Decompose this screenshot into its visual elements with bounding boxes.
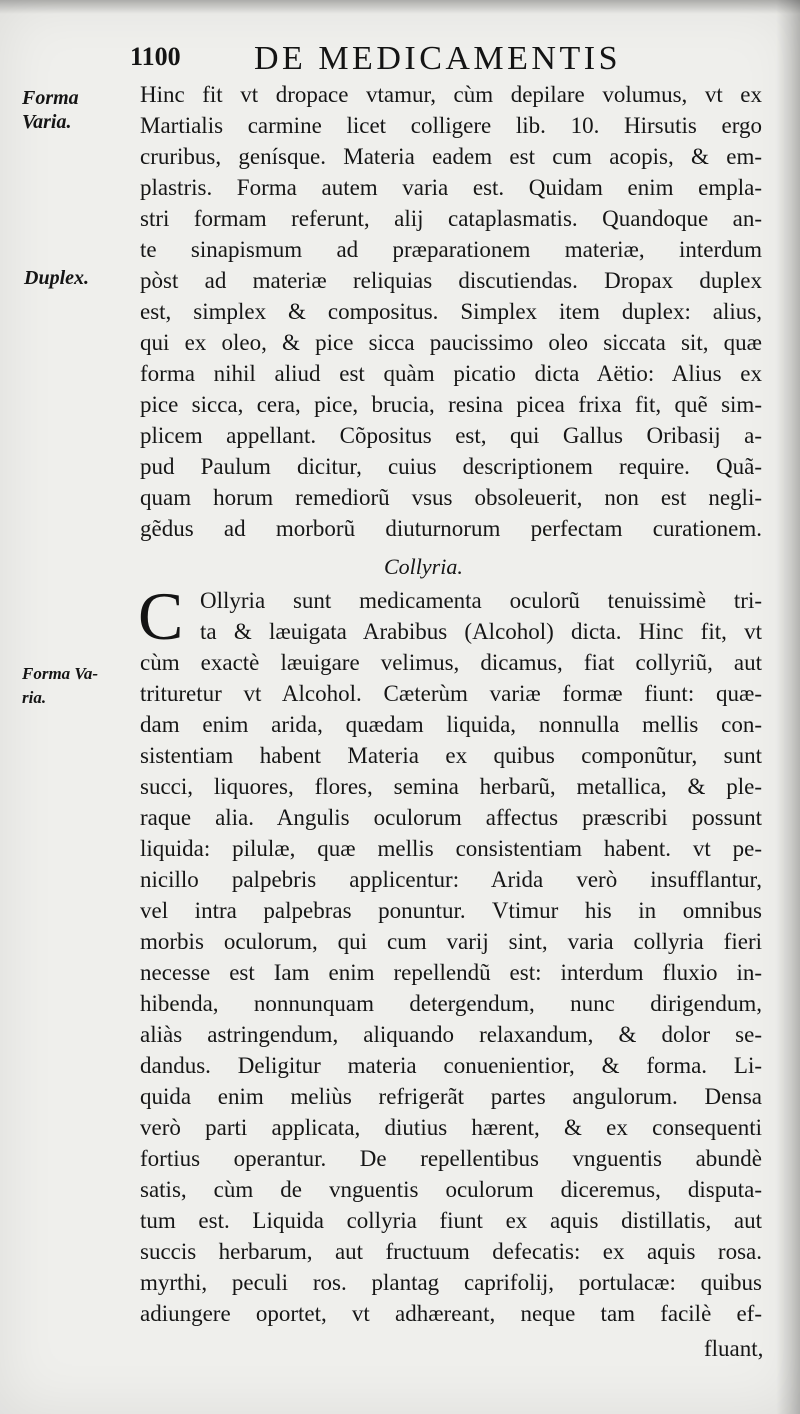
text-line: morbis oculorum, qui cum varij sint, varia collyria fieri — [140, 929, 762, 954]
text-line: plastris. Forma autem varia est. Quidam enim empla- — [140, 175, 762, 200]
text-line: dandus. Deligitur materia conuenientior, & forma. Li- — [140, 1053, 762, 1078]
text-line: forma nihil aliud est quàm picatio dicta Aëtio: Alius ex — [140, 361, 762, 386]
text-line: satis, cùm de vnguentis oculorum diceremus, disputa- — [140, 1177, 762, 1202]
text-line: necesse est Iam enim repellendũ est: interdum fluxio in- — [140, 960, 762, 985]
text-line: pòst ad materiæ reliquias discutiendas. Dropax duplex — [140, 268, 762, 293]
text-line: adiungere oportet, vt adhæreant, neque tam facilè ef- — [140, 1301, 762, 1326]
text-line: hibenda, nonnunquam detergendum, nunc dirigendum, — [140, 991, 762, 1016]
margin-note-duplex: Duplex. — [24, 267, 89, 289]
text-line: liquida: pilulæ, quæ mellis consistentiam habent. vt pe- — [140, 836, 762, 861]
text-line: vel intra palpebras ponuntur. Vtimur his in omnibus — [140, 898, 762, 923]
text-line: sistentiam habent Materia ex quibus componũtur, sunt — [140, 743, 762, 768]
text-line: Ollyria sunt medicamenta oculorũ tenuissimè tri- — [200, 588, 762, 613]
text-line: quam horum remediorũ vsus obsoleuerit, non est negli- — [140, 485, 762, 510]
text-line: tum est. Liquida collyria fiunt ex aquis distillatis, aut — [140, 1208, 762, 1233]
text-line: Hinc fit vt dropace vtamur, cùm depilare volumus, vt ex — [140, 82, 762, 107]
text-line: te sinapismum ad præparationem materiæ, interdum — [140, 237, 762, 262]
text-line: cruribus, genísque. Materia eadem est cum acopis, & em- — [140, 144, 762, 169]
running-title: DE MEDICAMENTIS — [254, 40, 621, 77]
margin-note-forma-varia-2: Forma Va- ria. — [22, 664, 99, 707]
section-heading-collyria: Collyria. — [384, 554, 463, 579]
text-line: plicem appellant. Cõpositus est, qui Gallus Oribasij a- — [140, 423, 762, 448]
text-line: quida enim meliùs refrigerãt partes angulorum. Densa — [140, 1084, 762, 1109]
text-line-catchword: fluant, — [704, 1336, 764, 1361]
text-line: trituretur vt Alcohol. Cæterùm variæ formæ fiunt: quæ- — [140, 681, 762, 706]
text-line: dam enim arida, quædam liquida, nonnulla mellis con- — [140, 712, 762, 737]
text-line: Martialis carmine licet colligere lib. 10. Hirsutis ergo — [140, 113, 762, 138]
text-line: raque alia. Angulis oculorum affectus præscribi possunt — [140, 805, 762, 830]
page-top-shadow — [0, 0, 800, 14]
text-line: myrthi, peculi ros. plantag caprifolij, portulacæ: quibus — [140, 1270, 762, 1295]
text-line: qui ex oleo, & pice sicca paucissimo oleo siccata sit, quæ — [140, 330, 762, 355]
text-line: succi, liquores, flores, semina herbarũ, metallica, & ple- — [140, 774, 762, 799]
text-line: nicillo palpebris applicentur: Arida verò insufflantur, — [140, 867, 762, 892]
text-line: stri formam referunt, alij cataplasmatis. Quandoque an- — [140, 206, 762, 231]
text-line: succis herbarum, aut fructuum defecatis: ex aquis rosa. — [140, 1239, 762, 1264]
text-line: cùm exactè læuigare velimus, dicamus, fiat collyriũ, aut — [140, 650, 762, 675]
text-line: fortius operantur. De repellentibus vnguentis abundè — [140, 1146, 762, 1171]
text-line: ta & læuigata Arabibus (Alcohol) dicta. Hinc fit, vt — [200, 619, 762, 644]
text-line: verò parti applicata, diutius hærent, & ex consequenti — [140, 1115, 762, 1140]
text-line: est, simplex & compositus. Simplex item duplex: alius, — [140, 299, 762, 324]
drop-cap: C — [138, 578, 184, 654]
page-number: 1100 — [130, 42, 181, 71]
text-line: pice sicca, cera, pice, brucia, resina picea frixa fit, quẽ sim- — [140, 392, 762, 417]
text-line: pud Paulum dicitur, cuius descriptionem require. Quã- — [140, 454, 762, 479]
text-line: gẽdus ad morborũ diuturnorum perfectam curationem. — [140, 516, 762, 541]
page-header — [130, 40, 770, 80]
margin-note-forma-varia: Forma Varia. — [22, 87, 79, 133]
page-edge-shadow — [776, 0, 800, 1414]
text-line: aliàs astringendum, aliquando relaxandum, & dolor se- — [140, 1022, 762, 1047]
